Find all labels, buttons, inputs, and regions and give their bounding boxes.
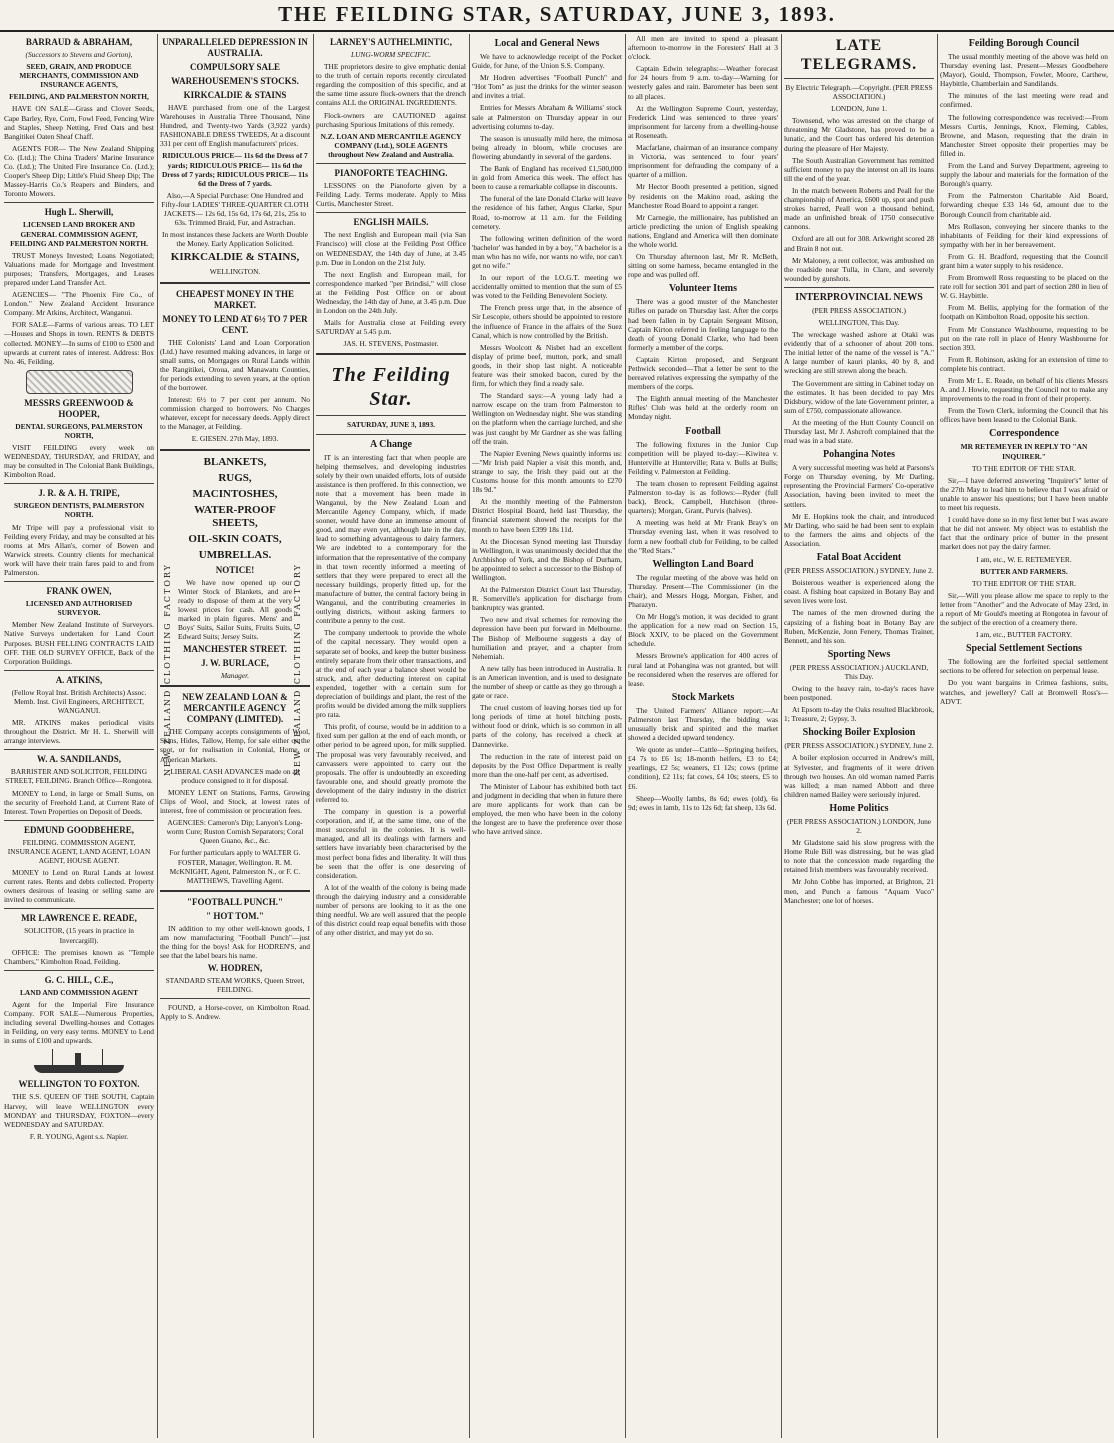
news-item: On Thursday afternoon last, Mr R. McBeth, sitting on some harness, became entangled in the rope and was pulled off. xyxy=(628,252,778,280)
ad-foxton-body: THE S.S. QUEEN OF THE SOUTH, Captain Harvey, will leave WELLINGTON every MONDAY and THURSDAY, FOXTON—every WEDNESDAY and SATURDAY. xyxy=(4,1092,154,1129)
correspondence-item: I could have done so in my first letter but I was aware that he did not answer. My object was to establish the fact that the ordinary price of butter in the present market does not pay the dairy farmer. xyxy=(940,515,1108,552)
council-item: From R. Robinson, asking for an extension of time to complete his contract. xyxy=(940,354,1108,373)
correspondence-sign: I am, etc., W. E. RETEMEYER. xyxy=(976,554,1072,564)
ad-sherwill-agents: AGENCIES— "The Phoenix Fire Co., of London." New Zealand Accident Insurance Company. Mr Atkins, Architect, Wanganui. xyxy=(4,290,154,318)
divider xyxy=(160,449,310,451)
mails-sign: JAS. H. STEVENS, Postmaster. xyxy=(343,339,439,349)
local-news-head: Local and General News xyxy=(494,38,600,49)
volunteer-item: The Eighth annual meeting of the Manchester Rifles' Club was held at the orderly room on Monday night. xyxy=(628,394,778,422)
mails-body-2: The next English and European mail, for correspondence marked "per Brindisi," will close at the Feilding Post Office on or about Wednesday, the 14th day of June, at 3.45 p.m. Due in London on the 24th July. xyxy=(316,269,466,316)
divider xyxy=(316,415,466,416)
stock-markets-head: Stock Markets xyxy=(671,691,735,703)
ad-owen-trade: LICENSED AND AUTHORISED SURVEYOR. xyxy=(25,599,133,618)
divider xyxy=(160,685,310,687)
land-board-item: Messrs Browne's application for 400 acres of rural land at Pohangina was not granted, but will be reconsidered when the reserves are offered for lease. xyxy=(628,651,778,688)
column-2 xyxy=(160,34,314,1438)
tweeds-body: HAVE purchased from one of the Largest Warehouses in Australia Three Thousand, Nine Hundred, and Twenty-two Yards (3,922 yards) FASHIONABLE DRESS TWEEDS, At a discount 331 per cent off English manufacturers' prices. xyxy=(160,103,311,149)
mails-head: ENGLISH MAILS. xyxy=(353,217,429,228)
council-item: Mrs Rollason, conveying her sincere thanks to the inhabitants of Feilding for their kind expressions of sympathy with her in her bereavement. xyxy=(940,221,1108,249)
boat-accident-item: The names of the men drowned during the capsizing of a fishing boat in Botany Bay are Ruben, McKenzie, Jonn Fenery, Thomas Trainer, Bennett, and his son. xyxy=(784,608,934,645)
ad-barraud-body: HAVE ON SALE—Grass and Clover Seeds, Cape Barley, Rye, Corn, Fowl Feed, Fencing Wire and Staples, Sheep Netting, Fred Oats and best Bangitikei Oaten Sheaf Chaff. xyxy=(4,104,154,141)
land-board-head: Wellington Land Board xyxy=(652,558,754,570)
news-item: A new tally has been introduced in Australia. It is an American invention, and is used to designate the number of sheep or cattle as they go through a gate or race. xyxy=(472,663,622,701)
stock-item: We quote as under—Cattle—Springing heifers, £4 7s to £6 1s; 18-month heifers, £3 to £4; yearlings, £2 5s; weaners, £1 12s; cows (prime condition), £2 11s; fat cows, £4 10s; steers, £5 to £6. xyxy=(628,745,778,791)
list-blankets: BLANKETS, xyxy=(203,455,267,468)
news-item: All men are invited to spend a pleasant afternoon to-morrow in the Foresters' Hall at 3 o'clock. xyxy=(628,34,778,62)
colonists-terms: Interest: 6½ to 7 per cent per annum. No commission charged to borrowers. No Charges whatever, except for necessary deeds. Apply direct to the Manager, at Feilding. xyxy=(160,395,310,432)
news-item: The Bank of England has received £1,500,000 in gold from America this week. The effect has been to cause a remarkable collapse in discounts. xyxy=(472,164,622,192)
hodren-addr: STANDARD STEAM WORKS, Queen Street, FEILDING. xyxy=(165,976,305,995)
council-item: The minutes of the last meeting were read and confirmed. xyxy=(940,91,1108,110)
volunteer-item: Captain Kirton proposed, and Sergeant Pethwick seconded—That a letter be sent to the bereaved relatives expressing the sympathy of the members of the corps. xyxy=(628,354,778,392)
colonists-body: THE Colonists' Land and Loan Corporation (Ltd.) have resumed making advances, in large or small sums, on Mortgages on Rural Lands within the Rangitikei, Oroua, and Manawatu Counties, for periods extending to seven years, at the option of the borrower. xyxy=(160,337,310,392)
divider xyxy=(784,287,934,288)
ad-hill-name: G. C. HILL, C.E., xyxy=(44,974,114,985)
football-item: A meeting was held at Mr Frank Bray's on Thursday evening last, when it was resolved to form a new football club for Feilding, to be called the "Red Stars." xyxy=(628,518,778,555)
warehouse-head: WAREHOUSEMEN'S STOCKS. xyxy=(171,76,299,86)
news-item: Mr Hodren advertises "Football Punch" and "Hot Tom" as just the drinks for the winter season and invites a trial. xyxy=(472,73,622,101)
ad-owen-name: FRANK OWEN, xyxy=(46,586,112,597)
divider xyxy=(4,749,154,750)
interprovincial-head: INTERPROVINCIAL NEWS xyxy=(795,291,923,303)
volunteer-head: Volunteer Items xyxy=(668,283,738,295)
ridiculous-prices: RIDICULOUS PRICE— 11s 6d the Dress of 7 yards; RIDICULOUS PRICE— 11s 6d the Dress of 7 yards; RIDICULOUS PRICE— 11s 6d the Dress of 7 yards. xyxy=(161,151,309,188)
compulsory-sale-head: COMPULSORY SALE xyxy=(189,62,281,72)
telegram-item: Mr Maloney, a rent collector, was ambushed on the roadside near Tulla, in Clare, and severely wounded by gunshots. xyxy=(784,255,934,283)
news-item: The Standard says:—A young lady had a narrow escape on the tram from Palmerston to Wellington on Wednesday night. She was standing on the platform when the carriage lurched, and she was just caught by Mr Gardner as she was falling off the train. xyxy=(472,391,623,446)
ad-reade-trade: SOLICITOR, (15 years in practice in Invercargill). xyxy=(24,926,134,945)
depression-head: UNPARALLELED DEPRESSION IN AUSTRALIA. xyxy=(162,37,308,58)
telegraph-by: By Electric Telegraph.—Copyright. (PER PRESS ASSOCIATION.) xyxy=(785,83,933,102)
jackets-note: In most instances these Jackets are Worth Double the Money. Early Application Solicited. xyxy=(161,230,308,249)
butter-sign: I am, etc., BUTTER FACTORY. xyxy=(975,630,1073,640)
larney-caution: Flock-owners are CAUTIONED against purchasing Spurious Imitations of this remedy. xyxy=(316,110,466,129)
ad-tripe-trade: SURGEON DENTISTS, PALMERSTON NORTH. xyxy=(13,501,145,520)
ad-foxton-name: WELLINGTON TO FOXTON. xyxy=(18,1079,140,1090)
steamer-icon xyxy=(34,1049,124,1075)
news-item: We have to acknowledge receipt of the Pocket Guide, for June, of the Union S.S. Company. xyxy=(472,52,622,71)
shop-street: MANCHESTER STREET. xyxy=(183,644,287,655)
news-item: The French press urge that, in the absence of Sir Lescopie, others should be appointed to restore the influence of France in the affairs of the Suez Canal, which is now controlled by the British. xyxy=(472,303,622,340)
list-rugs: RUGS, xyxy=(218,471,252,484)
interprovincial-item: The Government are sitting in Cabinet today on the estimates. It has been decided to pay Mrs Didsbury, widow of the late Government printer, a sum of £750, compassionate allowance. xyxy=(784,378,934,415)
council-item: From Bromwell Ross requesting to be placed on the rate roll for section 301 and part of section 280 in lieu of W. G. Haybittle. xyxy=(940,273,1108,301)
football-head: Football xyxy=(685,425,721,437)
council-item: From M. Bellis, applying for the formation of the footpath on Kimbolton Road, opposite his section. xyxy=(940,303,1108,322)
nzloan-body: THE Company accepts consignments of Wool, Skins, Hides, Tallow, Hemp, for sale either on the spot, or for realisation in Colonial, Home, or American Markets. xyxy=(160,727,310,764)
editorial-head: A Change xyxy=(370,438,412,450)
column-6 xyxy=(784,34,938,1438)
home-politics-head: Home Politics xyxy=(829,802,889,814)
column-1 xyxy=(4,34,158,1438)
home-politics-by: (PER PRESS ASSOCIATION.) LONDON, June 2. xyxy=(786,816,932,835)
volunteer-item: There was a good muster of the Manchester Rifles on parade on Thursday last. After the corps had been fallen in by Captain Sergeant Mitson, Captain Kirton referred in feeling language to the death of young Donald Clarke, who had been formerly a member of the corps. xyxy=(628,297,778,352)
ad-sherwill-sale: FOR SALE—Farms of various areas. TO LET—Houses and Shops in town. RENTS & DEBTS collected. MONEY—In sums of £100 to £500 and upwards at current rates of interest. Address: Box No. 46, Feilding. xyxy=(4,320,154,366)
pohangina-item: Mr E. Hopkins took the chair, and introduced Mr Darling, who said he had been sent to explain to the farmers the aims and objects of the Association. xyxy=(784,511,934,548)
ad-barraud-name: BARRAUD & ABRAHAM, xyxy=(25,37,133,47)
divider xyxy=(316,353,466,355)
home-politics-item: Mr Gladstone said his slow progress with the Home Rule Bill was distressing, but he was glad to note that the concession made regarding the retained Irish members was favourably received. xyxy=(784,838,934,875)
divider xyxy=(4,970,154,971)
nzloan-liberal: LIBERAL CASH ADVANCES made on all produce consigned to it for disposal. xyxy=(170,766,300,785)
larney-agents: N.Z. LOAN AND MERCANTILE AGENCY COMPANY (Ltd.), SOLE AGENTS throughout New Zealand and Australia. xyxy=(320,131,462,159)
news-item: The funeral of the late Donald Clarke will leave the residence of his father, Angus Clarke, Spur Road, to-morrow at 11 a.m. for the Feilding cemetery. xyxy=(472,194,622,231)
boat-accident-head: Fatal Boat Accident xyxy=(816,552,902,564)
divider xyxy=(4,483,154,484)
ad-atkins-trade: (Fellow Royal Inst. British Architects) Assoc. Memb. Inst. Civil Engineers, ARCHITECT, WANGANUI. xyxy=(11,687,147,715)
ad-greenwood-body: VISIT FEILDING every week on WEDNESDAY, THURSDAY, and FRIDAY, and may be consulted in The Colonial Bank Buildings, Kimbolton Road. xyxy=(4,443,154,480)
vertical-banner-right: NEW ZEALAND CLOTHING FACTORY xyxy=(293,563,302,777)
editorial-para-5: A lot of the wealth of the colony is being made through the dairying industry and a considerable number of persons are looking to it as the one thing needful. We are well assured that the people of this district could reap equal benefits with those of any other district, and may yet do so. xyxy=(316,882,466,938)
council-item: From Mr L. E. Reade, on behalf of his clients Messrs A. and J. Howie, requesting the Council not to make any improvements to the road in front of their property. xyxy=(940,376,1108,404)
clothing-factory-ad xyxy=(160,456,310,681)
news-item: Mr Hector Booth presented a petition, signed by residents on the Makino road, asking the Manchester Road Board to appoint a ranger. xyxy=(628,182,778,210)
divider xyxy=(316,434,466,435)
ad-hill-trade: LAND AND COMMISSION AGENT xyxy=(19,987,139,997)
ad-reade-body: OFFICE: The premises known as "Temple Chambers," Kimbolton Road, Feilding. xyxy=(4,947,154,966)
home-politics-item: Mr John Cobbe has imported, at Brighton, 21 men, and Punch a famous "Aquam Vuco" Manchester; one lot of horses. xyxy=(784,877,934,905)
money-lend-head: MONEY TO LEND AT 6½ TO 7 PER CENT. xyxy=(162,313,308,335)
football-punch-head: "FOOTBALL PUNCH." xyxy=(186,896,283,907)
correspondence-to: TO THE EDITOR OF THE STAR. xyxy=(972,463,1076,473)
boiler-item: A boiler explosion occurred in Andrew's mill, at Sylvester, and fragments of it were driven through two houses. An old woman named Parris was killed; a man named Abbott and three children named Bailey were seriously injured. xyxy=(784,753,934,799)
editorial-para-2: The company undertook to provide the whole of the capital necessary. They would open a separate set of books, and keep the butter business entirely separate from their other transactions, and at the end of each year a balance sheet would be struck, and, after deducting interest on capital expended, together with a certain sum for depreciation of buildings and plant, the rest of the profits would be divided among the milk suppliers pro rata. xyxy=(316,628,466,720)
shop-sign: J. W. BURLACE, xyxy=(201,658,269,669)
divider xyxy=(4,581,154,582)
stock-item: The United Farmers' Alliance report:—At Palmerston last Thursday, the bidding was unusually brisk and spirited and the market showed a decided upward tendency. xyxy=(628,705,778,743)
news-item: The reduction in the rate of interest paid on deposits by the Post Office Department is really more than the one-half per cent, as advertised. xyxy=(472,751,622,779)
pohangina-item: A very successful meeting was held at Parsons's Forge on Thursday evening, by Mr Darling, representing the Provincial Farmers' Co-operative Association, having been invited to meet the settlers. xyxy=(784,463,934,509)
correspondence-head: Correspondence xyxy=(989,428,1059,440)
football-punch-body: IN addition to my other well-known goods, I am now manufacturing "Football Punch"—just the thing for the boys! Ask for HODREN'S, and see that the label bears his name. xyxy=(160,923,310,961)
cheapest-money-head: CHEAPEST MONEY IN THE MARKET. xyxy=(175,288,295,310)
divider xyxy=(4,820,154,821)
ad-tripe-body: Mr Tripe will pay a professional visit to Feilding every Friday, and may be consulted at his rooms at Mrs Allan's, corner of Bowen and Warwick streets. Country clients for mechanical work will have their train fares paid to and from Palmerston. xyxy=(4,522,154,578)
shop-role: Manager. xyxy=(220,671,250,681)
piano-head: PIANOFORTE TEACHING. xyxy=(334,168,448,179)
notice-head: NOTICE! xyxy=(215,564,255,575)
ad-hill-body: Agent for the Imperial Fire Insurance Company. FOR SALE—Numerous Properties, including several Dwelling-houses and Cottages in Feilding, on very easy terms. MONEY to Lend in sums of £100 and upwards. xyxy=(4,999,154,1046)
news-item: Mr Carnegie, the millionaire, has published an article predicting the union of English speaking nations, England and America will then dominate the whole world. xyxy=(628,212,778,249)
news-item: The following written definition of the word 'bachelor' was handed in by a boy, "A bachelor is a man who has no wife, nor wants no wife, nor can't get no wife." xyxy=(472,233,622,270)
news-item: The cruel custom of leaving horses tied up for long periods of time at hotel hitching posts, without food or drink, which is so common in all parts of the colony, has received a check at Dannevirke. xyxy=(472,703,622,749)
ad-barraud-sub: (Successors to Stevens and Gorton), xyxy=(25,50,133,59)
news-item: The Napier Evening News quaintly informs us:—"Mr Irish paid Napier a visit this month, and, strange to say, the Irish they paid out at the Customs house for this month amounts to £270 18s 9d." xyxy=(472,448,622,495)
divider xyxy=(160,282,310,284)
ad-sherwill-name: Hugh L. Sherwill, xyxy=(44,207,114,218)
news-item: Messrs Woolcott & Nisbet had an excellent display of prime beef, mutton, pork, and small goods, in their shop last night. A noticeable feature was their smoked bacon, cured by the firm, for which they find a ready sale. xyxy=(472,342,622,389)
kirkcaldie-city: WELLINGTON. xyxy=(209,267,261,277)
piano-body: LESSONS on the Pianoforte given by a Feilding Lady. Terms moderate. Apply to Miss Curtis, Manchester Street. xyxy=(316,181,466,209)
ad-barraud-place: FEILDING, AND PALMERSTON NORTH, xyxy=(9,92,149,102)
divider xyxy=(160,890,310,892)
larney-body: THE proprietors desire to give emphatic denial to the truth of certain reports recently circulated regarding the composition of this specific, and at the same time assure flock-owners that the drench contains ALL the ORIGINAL INGREDIENTS. xyxy=(316,62,466,108)
boiler-head: Shocking Boiler Explosion xyxy=(802,727,916,739)
particulars: For further particulars apply to WALTER G. FOSTER, Manager, Wellington. R. M. McKNIGHT, Agent, Palmerston N., or F. C. MATTHEWS, Travelling Agent. xyxy=(169,848,301,885)
council-item: The usual monthly meeting of the above was held on Thursday evening last. Present—Messrs Goodbehere (Mayor), Gould, Thompson, Fowler, Moore, Carthew, Haybittle, Chamberlain and Sandilands. xyxy=(940,52,1108,89)
news-item: Entries for Messrs Abraham & Williams' stock sale at Palmerston on Thursday appear in our advertising columns to-day. xyxy=(472,103,622,131)
column-7 xyxy=(940,34,1108,1438)
ad-atkins-body: MR. ATKINS makes periodical visits throughout the District. Mr H. L. Sherwill will arrange interviews. xyxy=(4,718,154,746)
ad-sherwill-trade: LICENSED LAND BROKER AND GENERAL COMMISSION AGENT, FEILDING AND PALMERSTON NORTH. xyxy=(10,220,148,248)
nameplate: The Feilding Star. xyxy=(331,364,451,411)
editorial-para-4: The company in question is a powerful corporation, and if, at the same time, one of the most successful in the colonies. It is well-managed, and all its dealings with farmers and settlers have invariably been characterised by the most perfect bona fides and liberality. It will thus be seen that the offer is one deserving of consideration. xyxy=(316,807,466,880)
larney-sub: LUNG-WORM SPECIFIC. xyxy=(350,50,432,59)
editorial-para-3: This profit, of course, would be in addition to a fixed sum per gallon at the end of each month, or other period to be agreed upon, for milk supplied. The proposal was very favourably received, and canvassers were appointed to carry out the proposals. The offer is undoubtedly an exceeding favourable one, and should greatly promote the development of the dairy industry in the district referred to. xyxy=(316,722,466,804)
boat-accident-by: (PER PRESS ASSOCIATION.) SYDNEY, June 2. xyxy=(784,566,934,576)
council-item: The following correspondence was received:—From Messrs Curtis, Jennings, Knox, Fleming, Cables, Browne, and Mason, requesting that the drain in Manchester Street opposite their properties may be filled in. xyxy=(940,112,1108,158)
special-settlement-item: Do you want bargains in Crimea fashions, suits, watches, and jewellery? Call at Bromwell Ross's—ADVT. xyxy=(940,678,1108,706)
divider xyxy=(316,163,466,164)
telegram-item: Townsend, who was arrested on the charge of threatening Mr Gladstone, has proved to be a lunatic, and the Court has ordered his detention during the pleasure of Her Majesty. xyxy=(784,116,934,153)
council-item: From the Town Clerk, informing the Council that his offices have been leased to the Colonial Bank. xyxy=(940,406,1108,425)
column-3 xyxy=(316,34,470,1438)
ad-sandilands-trade: BARRISTER AND SOLICITOR, FEILDING STREET, FEILDING. Branch Office—Rongotea. xyxy=(5,767,153,786)
ad-sandilands-body: MONEY to Lend, in large or Small Sums, on the security of Freehold Land, at Current Rate of Interest. Town Properties on Deposit of Deeds. xyxy=(4,788,154,816)
telegram-item: Oxford are all out for 308. Arkwright scored 28 and Brain 8 not out. xyxy=(784,234,934,253)
stock-item: Sheep—Woolly lambs, 8s 6d; ewes (old), 6s 9d; ewes in lamb, 11s to 12s 6d; fat sheep, 13s 6d. xyxy=(628,793,778,812)
interprovincial-date: WELLINGTON, This Day. xyxy=(818,317,900,327)
ad-goodbehere-trade: FEILDING. COMMISSION AGENT, INSURANCE AGENT, LAND AGENT, LOAN AGENT, HOUSE AGENT. xyxy=(7,837,151,865)
butter-item: Sir,—Will you please allow me space to reply to the letter from "Another" and the Advocate of May 23rd, in a report of Mr Gould's meeting at Rongotea in favour of the subject of the erection of a creamery there. xyxy=(940,590,1108,628)
interprovincial-by: (PER PRESS ASSOCIATION.) xyxy=(812,305,906,315)
news-item: At the Wellington Supreme Court, yesterday, Frederick Lind was sentenced to three years' imprisonment for larceny from a dwelling-house at Roseneath. xyxy=(628,103,778,140)
list-oilskin: OIL-SKIN COATS, xyxy=(188,532,282,545)
masthead xyxy=(0,0,1114,32)
divider xyxy=(4,908,154,909)
telegram-item: The South Australian Government has remitted sufficient money to pay the interest on all its loans till the end of the year. xyxy=(784,155,934,183)
news-item: Macfarlane, chairman of an insurance company in Victoria, was sentenced to four years' imprisonment for defrauding the company of a quarter of a million. xyxy=(628,143,778,180)
news-item: In our report of the I.O.G.T. meeting we accidentally omitted to mention that the sum of £5 was voted to the Feilding Benevolent Society. xyxy=(472,273,622,301)
list-umbrellas: UMBRELLAS. xyxy=(198,548,272,561)
giesen-sign: E. GIESEN. 27th May, 1893. xyxy=(191,434,279,444)
football-item: The team chosen to represent Feilding against Palmerston to-day is as follows:—Ryder (full back), Brock, Campbell, Hutchison (three-quarters); Morgan, Grant, Purvis (halves). xyxy=(628,478,778,516)
divider xyxy=(160,998,310,999)
money-lent: MONEY LENT on Stations, Farms, Growing Clips of Wool, and Stock, at lowest rates of interest, free of commission or procuration fees. xyxy=(160,787,310,816)
nameplate-date: SATURDAY, JUNE 3, 1893. xyxy=(346,420,436,430)
hodren-sign: W. HODREN, xyxy=(207,963,263,974)
borough-council-head: Feilding Borough Council xyxy=(968,38,1080,49)
notice-body: We have now opened up our Winter Stock of Blankets, and are ready to dispose of them at the very lowest prices for cash. All goods marked in plain figures. Mens' and Boys' Suits, Sailor Suits, Fruits Suits, Edward Suits; Jersey Suits. xyxy=(178,577,292,642)
interprovincial-item: The wreckage washed ashore at Otaki was evidently that of a schooner of about 200 tons. The initial letter of the name of the vessel is "A." A large number of kauri planks, 40 by 8, and wrecking are still strewn along the beach. xyxy=(784,330,934,376)
divider xyxy=(784,78,934,79)
news-item: Captain Edwin telegraphs:—Weather forecast for 24 hours from 9 a.m. to-day—Warning for westerly gales and rain. Barometer has been sent to all places. xyxy=(628,64,778,101)
boiler-by: (PER PRESS ASSOCIATION.) SYDNEY, June 2. xyxy=(784,741,934,751)
agencies: AGENCIES: Cameron's Dip; Lanyon's Long-worm Cure; Ruston Cornish Separators; Coral Queen Guano, &c., &c. xyxy=(166,818,304,846)
ad-reade-name: MR LAWRENCE E. READE, xyxy=(21,913,137,924)
council-item: From Mr Constance Washbourne, requesting to be put on the rate roll in place of Henry Washbourne for section 393. xyxy=(940,324,1108,352)
sporting-item: Owing to the heavy rain, to-day's races have been postponed. xyxy=(784,683,934,703)
land-board-item: On Mr Hogg's motion, it was decided to grant the application for a new road on Section 15, Block XXIV, to be placed on the Government schedule. xyxy=(628,612,778,649)
late-telegrams-head: LATE TELEGRAMS. xyxy=(800,37,918,73)
dental-ornament-image xyxy=(26,370,133,394)
news-item: Two new and rival schemes for removing the depression have been put forward in Melbourne. The Bishop of Melbourne suggests a day of humiliation and prayer, and a chapter from Nehemiah. xyxy=(472,615,622,661)
ad-goodbehere-body: MONEY to Lend on Rural Lands at lowest current rates. Rents and debts collected. Property owners desirous of leasing or selling same are invited to communicate. xyxy=(4,868,154,905)
news-item: At the Diocesan Synod meeting last Thursday in Wellington, it was unanimously decided that the Archbishop of York, and the Bishop of Durham, be appointed to select a successor to the Bishop of Wellington. xyxy=(472,536,622,582)
news-item: The Minister of Labour has exhibited both tact and judgment in deciding that when in future there are more applicants for work than can be employed, the men who have been in the colony the longest are to have the preference over those who have arrived since. xyxy=(472,781,622,837)
news-item: The season is unusually mild here, the mimosa being already in bloom, while crocuses are flowering abundantly in several of the gardens. xyxy=(472,133,622,161)
correspondence-sub: MR RETEMEYER IN REPLY TO "AN INQUIRER." xyxy=(960,442,1088,461)
ad-goodbehere-name: EDMUND GOODBEHERE, xyxy=(23,824,134,835)
ad-barraud-agents: AGENTS FOR— The New Zealand Shipping Co. (Ltd.); The China Traders' Marine Insurance Co. (Ltd.); The United Fire Insurance Co. (Ltd.); Cooper's Sheep Dip; Little's Fluid Sheep Dip; The Massey-Harris Co.'s Reapers and Binders, and Toronto Mowers. xyxy=(4,143,154,199)
vertical-banner-left: NEW ZEALAND CLOTHING FACTORY xyxy=(163,563,172,777)
larney-head: LARNEY'S AUTHELMINTIC, xyxy=(329,37,453,47)
interprovincial-item: At the meeting of the Hutt County Council on Thursday last, Mr J. Ashcroft complained that the road was in a bad state. xyxy=(784,417,934,446)
ad-owen-body: Member New Zealand Institute of Surveyors. Native Surveys undertaken for Land Court Purposes. BUSH FELLING CONTRACTS LAID OFF. THE OLD SURVEY OFFICE, Back of the Corporation Buildings. xyxy=(4,620,154,666)
special-settlement-item: The following are the forfeited special settlement sections to be offered for selection on perpetual lease. xyxy=(940,657,1108,676)
mails-body-1: The next English and European mail (via San Francisco) will close at the Feilding Post Office on WEDNESDAY, the 14th day of June, at 3.45 p.m. Due in London on the 21st July. xyxy=(316,230,466,267)
editorial-para-1: IT is an interesting fact that when people are helping themselves, and developing industries solely by their own unaided efforts, lots of outside assistance is then proffered. In this connection, we note that a movement has been made in Wanganui, by the New Zealand Loan and Mercantile Agency Company, which, if made sooner, would have done an immense amount of good, and may even yet, although late in the day, lead to something advantageous to dairy farmers. We are indebted to a contemporary for the information that the representative of the company in that town recently informed a meeting of settlers that they were prepared to erect all the necessary buildings, properly fitted up, for the manufacture of butter, the central factory being in Wanganui, and the contributing creameries in outlying districts, without asking farmers to contribute a penny to the cost. xyxy=(316,452,466,626)
divider xyxy=(4,670,154,671)
sporting-by: (PER PRESS ASSOCIATION.) AUCKLAND, This Day. xyxy=(789,662,929,681)
telegram-item: In the match between Roberts and Peall for the championship of America, £600 up, spot and push strokes barred, Peall won a thousand behind, made an unfinished break of 1750 consecutive cannons. xyxy=(784,185,934,232)
ad-atkins-name: A. ATKINS, xyxy=(55,674,103,685)
football-item: The following fixtures in the Junior Cup competition will be played to-day:—Kiwitea v. Hunterville at Hunterville; Rata v. Bulls at Bulls; Feilding v. Palmerston at Feilding. xyxy=(628,439,778,476)
telegraph-dateline: LONDON, June 1. xyxy=(831,104,887,114)
ad-greenwood-name: MESSRS GREENWOOD & HOOPER, xyxy=(24,397,134,419)
ad-sandilands-name: W. A. SANDILANDS, xyxy=(37,754,121,765)
news-item: At the Palmerston District Court last Thursday, R. Somerville's application for discharge from bankruptcy was granted. xyxy=(472,585,622,613)
sporting-item: At Epsom to-day the Oaks resulted Blackbrook, 1; Treasure, 2; Gypsy, 3. xyxy=(784,705,934,724)
kirkcaldie-sign: KIRKCALDIE & STAINS, xyxy=(170,251,300,264)
found-notice: FOUND, a Horse-cover, on Kimbolton Road. Apply to S. Andrew. xyxy=(160,1003,310,1022)
ad-tripe-name: J. R. & A. H. TRIPE, xyxy=(38,488,120,499)
ad-foxton-sign: F. R. YOUNG, Agent s.s. Napier. xyxy=(29,1131,129,1141)
kirkcaldie-head: KIRKCALDIE & STAINS xyxy=(183,90,287,100)
newspaper-title: THE FEILDING STAR, SATURDAY, JUNE 3, 1893. xyxy=(278,2,836,26)
sporting-head: Sporting News xyxy=(827,648,891,660)
divider xyxy=(4,202,154,203)
nzloan-head: NEW ZEALAND LOAN & MERCANTILE AGENCY COMPANY (LIMITED). xyxy=(182,692,288,725)
column-4 xyxy=(472,34,626,1438)
pohangina-head: Pohangina Notes xyxy=(823,449,895,461)
correspondence-item: Sir,—I have deferred answering "Inquirer's" letter of the 27th May to lead him to believe that I was afraid or unable to answer his questions; but I have been unable to meet his requests. xyxy=(940,475,1108,513)
news-item: At the monthly meeting of the Palmerston District Hospital Board, held last Thursday, the financial statement showed the receipts for the month to have been £399 18s 11d. xyxy=(472,497,622,534)
land-board-item: The regular meeting of the above was held on Thursday. Present—The Commissioner (in the chair), and Messrs Hogg, Morgan, Fisher, and Pharazyn. xyxy=(628,572,778,609)
column-5 xyxy=(628,34,782,1438)
ad-barraud-trade: SEED, GRAIN, AND PRODUCE MERCHANTS, COMMISSION AND INSURANCE AGENTS, xyxy=(19,62,139,90)
mails-body-3: Mails for Australia close at Feilding every SATURDAY at 5.45 p.m. xyxy=(316,318,466,337)
boat-accident-item: Boisterous weather is experienced along the coast. A fishing boat capsized in Botany Bay and seven lives were lost. xyxy=(784,578,934,606)
council-item: From the Land and Survey Department, agreeing to supply the labour and materials for the formation of the Borough's quarry. xyxy=(940,161,1108,189)
council-item: From G. H. Bradford, requesting that the Council grant him a water supply to his residence. xyxy=(940,251,1108,270)
list-waterproof: WATER-PROOF SHEETS, xyxy=(194,503,276,529)
council-item: From the Palmerston Charitable Aid Board, forwarding cheque £33 14s 6d, amount due to the Borough Council from charitable aid. xyxy=(940,191,1108,219)
jackets-body: Also,—A Special Purchase: One Hundred and Fifty-four LADIES' THREE-QUARTER CLOTH JACKETS— 12s 6d, 15s 6d, 17s 6d, 21s, 25s to 63s. Trimmed Braid, Fur, and Astrachan. xyxy=(161,190,309,228)
hot-tom-head: " HOT TOM." xyxy=(206,910,264,921)
list-macintoshes: MACINTOSHES, xyxy=(192,487,278,500)
butter-head: BUTTER AND FARMERS. xyxy=(980,566,1068,576)
ad-sherwill-body: TRUST Moneys Invested; Loans Negotiated; Valuations made for Mortgage and Investment purposes; Transfers, Mortgages, and Leases prepared under Land Transfer Act. xyxy=(4,250,154,287)
butter-to: TO THE EDITOR OF THE STAR. xyxy=(972,578,1076,588)
ad-greenwood-trade: DENTAL SURGEONS, PALMERSTON NORTH, xyxy=(15,421,143,440)
special-settlement-head: Special Settlement Sections xyxy=(965,643,1083,655)
divider xyxy=(316,212,466,213)
